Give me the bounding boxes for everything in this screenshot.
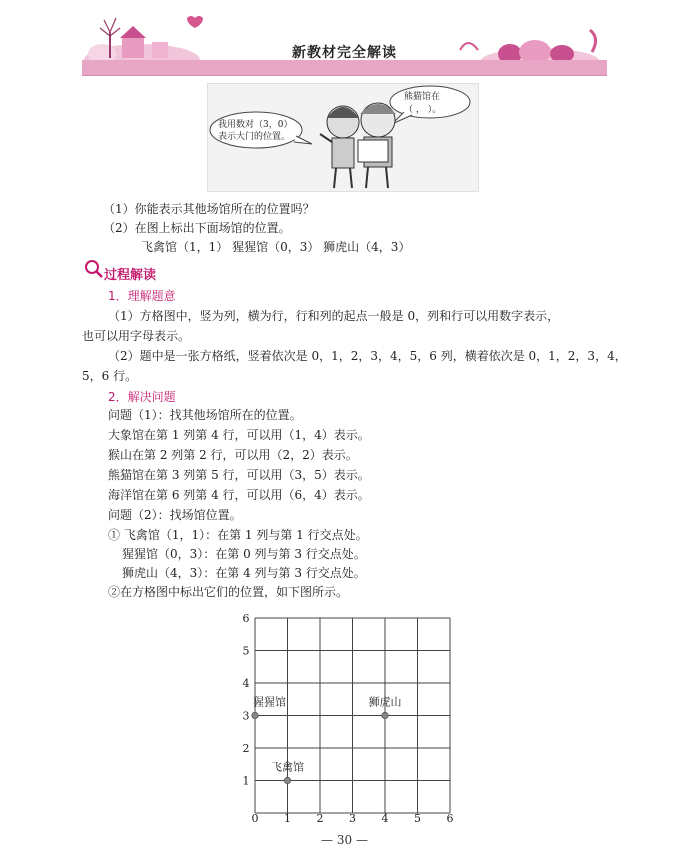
part2-line-10: ②在方格图中标出它们的位置，如下图所示。	[108, 585, 349, 599]
part2-line-3: 猴山在第 2 列第 2 行，可以用（2，2）表示。	[108, 448, 358, 462]
magnifier-icon	[83, 258, 105, 280]
x-tick-label: 0	[251, 812, 259, 823]
speech-left-line-2: 表示大门的位置。	[218, 132, 291, 142]
header-band	[82, 60, 607, 75]
x-tick-label: 2	[316, 812, 324, 823]
speech-left-line-1: 我用数对（3，0）	[218, 120, 293, 130]
point-label: 猩猩馆	[253, 695, 286, 709]
point-label: 飞禽馆	[271, 760, 304, 774]
header-title: 新教材完全解读	[292, 45, 397, 61]
part1-heading: 1．理解题意	[108, 289, 176, 303]
y-tick-label: 4	[242, 677, 250, 690]
x-tick-label: 4	[381, 812, 389, 823]
y-tick-label: 1	[242, 774, 250, 788]
children-with-map-picture	[208, 84, 478, 191]
header-rule	[82, 75, 607, 76]
part2-line-6: 问题（2）：找场馆位置。	[108, 508, 242, 522]
data-point	[252, 712, 258, 718]
cartoon-illustration	[207, 83, 479, 192]
part1-line-4: 5，6 行。	[82, 369, 138, 383]
y-tick-label: 6	[242, 612, 250, 625]
y-tick-label: 3	[242, 709, 250, 723]
part2-heading: 2．解决问题	[108, 390, 176, 404]
part2-line-9: 狮虎山（4，3）：在第 4 列与第 3 行交点处。	[122, 566, 366, 580]
x-tick-label: 1	[284, 812, 291, 823]
part2-line-8: 猩猩馆（0，3）：在第 0 列与第 3 行交点处。	[122, 547, 366, 561]
speech-right-line-1: 熊猫馆在	[404, 92, 441, 102]
x-tick-label: 3	[349, 812, 356, 823]
x-tick-label: 6	[446, 812, 454, 823]
part2-line-7: ① 飞禽馆（1，1）：在第 1 列与第 1 行交点处。	[108, 528, 368, 542]
part2-line-2: 大象馆在第 1 列第 4 行，可以用（1，4）表示。	[108, 428, 370, 442]
part2-line-1: 问题（1）：找其他场馆所在的位置。	[108, 408, 302, 422]
part1-line-3: （2）题中是一张方格纸，竖着依次是 0，1，2，3，4，5，6 列，横着依次是 0，1，2，3，4，	[108, 349, 627, 363]
section-title: 过程解读	[104, 268, 157, 283]
x-tick-label: 5	[414, 812, 421, 823]
part1-line-2: 也可以用字母表示。	[82, 329, 191, 343]
data-point	[382, 712, 388, 718]
question-2: （2）在图上标出下面场馆的位置。	[103, 221, 291, 235]
coordinate-grid-chart	[232, 598, 462, 823]
question-2-venues: 飞禽馆（1，1） 猩猩馆（0，3） 狮虎山（4，3）	[141, 240, 411, 254]
part1-line-1: （1）方格图中，竖为列，横为行，行和列的起点一般是 0，列和行可以用数字表示，	[108, 309, 560, 323]
data-point	[284, 777, 290, 783]
point-label: 狮虎山	[368, 695, 402, 709]
y-tick-label: 2	[242, 742, 250, 755]
question-1: （1）你能表示其他场馆所在的位置吗？	[103, 202, 315, 216]
page-number: — 30 —	[321, 833, 368, 847]
speech-right-line-2: （ ， ）。	[404, 105, 442, 115]
y-tick-label: 5	[242, 644, 250, 658]
part2-line-5: 海洋馆在第 6 列第 4 行，可以用（6，4）表示。	[108, 488, 370, 502]
part2-line-4: 熊猫馆在第 3 列第 5 行，可以用（3，5）表示。	[108, 468, 370, 482]
